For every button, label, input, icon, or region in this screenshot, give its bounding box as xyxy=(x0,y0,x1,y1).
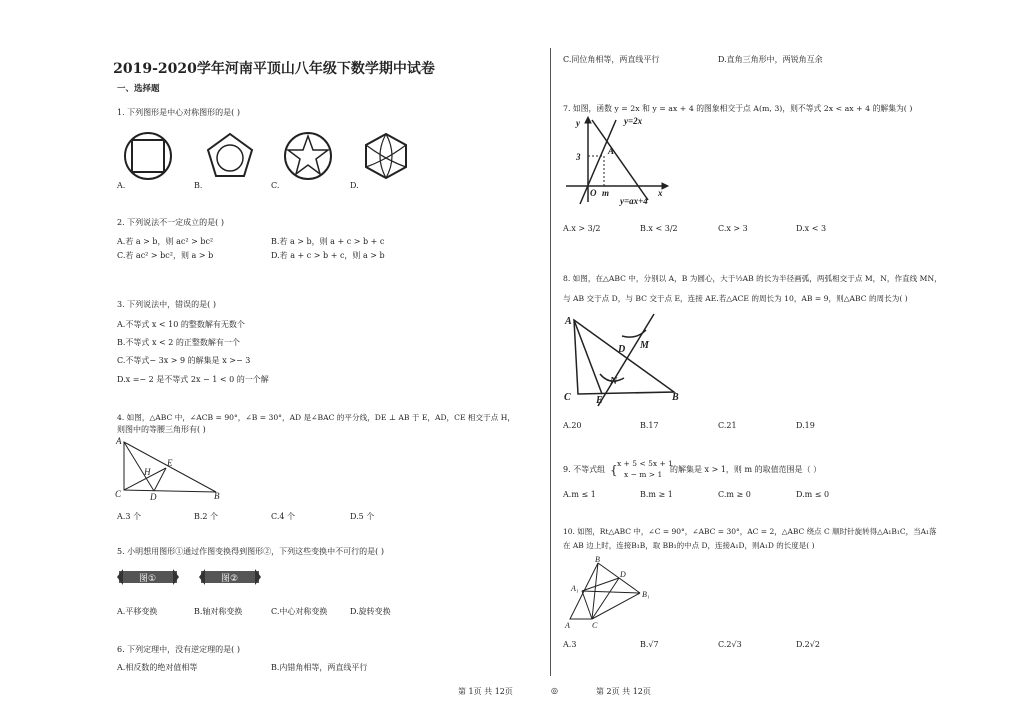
q4-stem-line1: 4. 如图，△ABC 中，∠ACB = 90°，∠B = 30°，AD 是∠BAC 的平分线，DE ⊥ AB 于 E，AD，CE 相交于点 H， xyxy=(117,413,515,422)
q7-label-a: A xyxy=(608,146,615,156)
q8-label-a: A xyxy=(565,316,572,327)
q5-stem: 5. 小明想用图形①通过作图变换得到图形②，下列这些变换中不可行的是( ) xyxy=(117,547,384,556)
q7-label-y2x: y=2x xyxy=(624,116,643,126)
q4-label-a: A xyxy=(116,436,122,446)
q6-stem: 6. 下列定理中，没有逆定理的是( ) xyxy=(117,645,240,654)
q8-option-c: C.21 xyxy=(718,421,737,430)
page-divider xyxy=(550,48,551,676)
q5-figures xyxy=(117,565,267,589)
q7-label-x: x xyxy=(658,188,663,198)
q9-inequality-1: x + 5 < 5x + 1 xyxy=(617,459,673,468)
q6-option-c: C.同位角相等，两直线平行 xyxy=(563,55,660,64)
q4-option-b: B.2 个 xyxy=(194,512,219,521)
q10-option-b: B.√7 xyxy=(640,640,659,649)
q3-option-d: D.x =− 2 是不等式 2x − 1 < 0 的一个解 xyxy=(117,375,269,384)
q9-option-c: C.m ≥ 0 xyxy=(718,490,751,499)
q7-option-d: D.x < 3 xyxy=(796,224,827,233)
q8-stem-line1: 8. 如图，在△ABC 中，分别以 A，B 为圆心，大于½AB 的长为半径画弧，两弧相交于点 M，N，作直线 MN， xyxy=(563,274,942,283)
q1-option-c: C. xyxy=(271,181,280,190)
q2-option-d: D.若 a + c > b + c，则 a > b xyxy=(271,251,385,260)
q10-label-a1: A₁ xyxy=(571,584,579,593)
section-heading: 一、选择题 xyxy=(117,84,160,94)
q10-option-c: C.2√3 xyxy=(718,640,742,649)
q7-label-o: O xyxy=(590,188,597,198)
q9-stem-end: 的解集是 x > 1，则 m 的取值范围是（ ） xyxy=(670,465,822,474)
q10-label-a: A xyxy=(565,621,570,629)
q1-option-d: D. xyxy=(350,181,359,190)
q4-figure xyxy=(114,436,224,502)
q10-label-d: D xyxy=(620,570,626,579)
q4-option-d: D.5 个 xyxy=(350,512,375,521)
q10-option-a: A.3 xyxy=(563,640,577,649)
q5-fig1-label: 图① xyxy=(139,574,157,584)
q4-label-e: E xyxy=(167,458,173,468)
q10-stem-line1: 10. 如图，Rt△ABC 中，∠C = 90°，∠ABC = 30°，AC = 2，△ABC 绕点 C 顺时针旋转得△A₁B₁C，当A₁落 xyxy=(563,527,937,536)
q9-option-b: B.m ≥ 1 xyxy=(640,490,673,499)
q3-stem: 3. 下列说法中，错误的是( ) xyxy=(117,300,216,309)
q4-stem-line2: 则图中的等腰三角形有( ) xyxy=(117,425,206,434)
q1-option-b: B. xyxy=(194,181,203,190)
q4-option-c: C.4 个 xyxy=(271,512,296,521)
q2-option-a: A.若 a > b，则 ac² > bc² xyxy=(117,237,214,246)
q8-option-b: B.17 xyxy=(640,421,659,430)
q9-option-a: A.m ≤ 1 xyxy=(563,490,596,499)
q7-label-3: 3 xyxy=(576,152,581,162)
q10-figure xyxy=(562,553,662,629)
q4-label-h: H xyxy=(144,467,151,477)
q8-label-b: B xyxy=(672,392,679,403)
q8-option-a: A.20 xyxy=(563,421,582,430)
q8-stem-line2: 与 AB 交于点 D，与 BC 交于点 E，连接 AE.若△ACE 的周长为 10，AB = 9，则△ABC 的周长为( ) xyxy=(563,294,908,303)
q3-option-a: A.不等式 x < 10 的整数解有无数个 xyxy=(117,320,245,329)
footer-divider-mark: ◎ xyxy=(551,686,558,695)
q1-option-a: A. xyxy=(117,181,126,190)
q9-option-d: D.m ≤ 0 xyxy=(796,490,830,499)
footer-page-right: 第 2页 共 12页 xyxy=(596,687,651,696)
q2-option-b: B.若 a > b，则 a + c > b + c xyxy=(271,237,385,246)
q9-stem: 9. 不等式组 xyxy=(563,465,606,474)
q7-stem: 7. 如图，函数 y = 2x 和 y = ax + 4 的图象相交于点 A(m, 3)，则不等式 2x < ax + 4 的解集为( ) xyxy=(563,104,913,113)
q7-label-y: y xyxy=(576,118,580,128)
q2-option-c: C.若 ac² > bc²，则 a > b xyxy=(117,251,214,260)
q8-figure xyxy=(562,312,687,408)
q7-figure xyxy=(562,114,672,206)
q5-option-d: D.旋转变换 xyxy=(350,607,391,616)
q5-option-c: C.中心对称变换 xyxy=(271,607,328,616)
q4-label-b: B xyxy=(214,491,220,501)
q8-label-n: N xyxy=(610,376,618,387)
q7-option-c: C.x > 3 xyxy=(718,224,748,233)
q7-label-m: m xyxy=(602,188,610,198)
footer-page-left: 第 1页 共 12页 xyxy=(458,687,513,696)
q6-option-b: B.内错角相等，两直线平行 xyxy=(271,663,368,672)
q8-label-e: E xyxy=(596,395,603,406)
q10-label-c: C xyxy=(592,621,598,629)
q4-label-c: C xyxy=(115,489,122,499)
q7-option-b: B.x < 3/2 xyxy=(640,224,678,233)
q9-inequality-2: x − m > 1 xyxy=(624,470,663,479)
q5-option-a: A.平移变换 xyxy=(117,607,158,616)
q1-figures xyxy=(118,130,418,182)
q7-label-yax4: y=ax+4 xyxy=(620,196,648,206)
q3-option-c: C.不等式− 3x > 9 的解集是 x >− 3 xyxy=(117,356,251,365)
q4-label-d: D xyxy=(150,492,157,502)
q7-option-a: A.x > 3/2 xyxy=(563,224,601,233)
q6-option-d: D.直角三角形中，两锐角互余 xyxy=(718,55,823,64)
q4-option-a: A.3 个 xyxy=(117,512,141,521)
q6-option-a: A.相反数的绝对值相等 xyxy=(117,663,198,672)
q9-brace: { xyxy=(610,463,618,477)
q5-option-b: B.轴对称变换 xyxy=(194,607,243,616)
q8-label-m: M xyxy=(640,340,649,351)
q10-label-b1: B₁ xyxy=(642,590,650,599)
q2-stem: 2. 下列说法不一定成立的是( ) xyxy=(117,218,224,227)
q10-label-b: B xyxy=(595,555,600,564)
q1-stem: 1. 下列图形是中心对称图形的是( ) xyxy=(117,108,240,117)
q8-label-c: C xyxy=(564,392,571,403)
exam-title: 2019-2020学年河南平顶山八年级下数学期中试卷 xyxy=(113,61,435,77)
q3-option-b: B.不等式 x < 2 的正整数解有一个 xyxy=(117,338,240,347)
q10-stem-line2: 在 AB 边上时，连接B₁B，取 BB₁的中点 D，连接A₁D，则A₁D 的长度是( ) xyxy=(563,541,815,550)
q8-label-d: D xyxy=(618,344,626,355)
q8-option-d: D.19 xyxy=(796,421,815,430)
q10-option-d: D.2√2 xyxy=(796,640,820,649)
q5-fig2-label: 图② xyxy=(221,574,239,584)
